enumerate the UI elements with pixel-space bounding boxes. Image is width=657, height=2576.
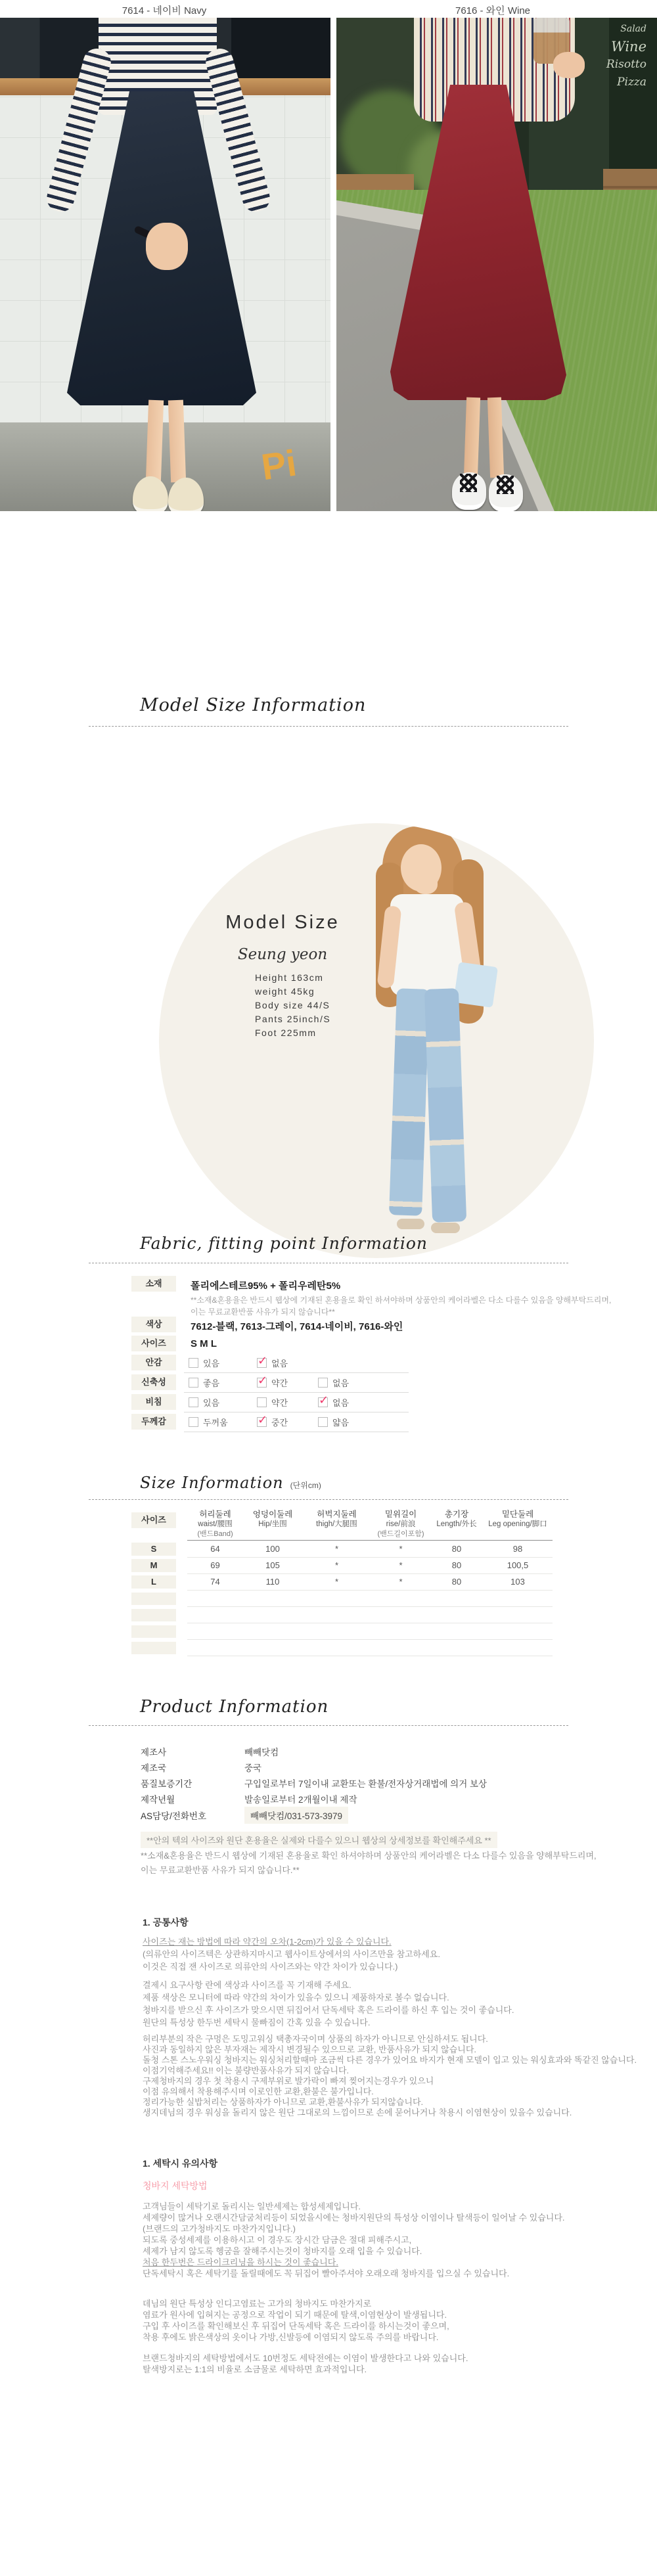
checkbox-icon bbox=[257, 1397, 267, 1407]
col-header-hip: 엉덩이둘레 Hip/坐围 bbox=[252, 1510, 293, 1528]
warranty-value: 구입일로부터 7일이내 교환또는 환불/전자상거래법에 의거 보상 bbox=[244, 1779, 487, 1789]
fabric-row-thickness bbox=[0, 1414, 460, 1434]
option: ✓ 약간 bbox=[258, 1374, 288, 1388]
wash-subtitle: 청바지 세탁방법 bbox=[143, 2181, 208, 2191]
checkbox-icon bbox=[257, 1413, 268, 1427]
row-divider bbox=[184, 1372, 409, 1373]
wash-paragraph-3: 브랜드청바지의 세탁방법에서도 10번정도 세탁전에는 이염이 발생한다고 나와 있습니다. 탈색방지로는 1:1의 비율로 소금물로 세탁하면 효과적입니다. bbox=[143, 2353, 468, 2374]
row-divider bbox=[187, 1590, 553, 1591]
checkbox-icon bbox=[318, 1378, 328, 1388]
as-contact-label: AS담당/전화번호 bbox=[141, 1811, 207, 1821]
checkbox-icon bbox=[318, 1417, 328, 1427]
right-product-photo bbox=[336, 18, 657, 511]
empty-size-row bbox=[131, 1642, 176, 1654]
check-icon: ✓ bbox=[258, 1354, 268, 1367]
fabric-row-sheerness bbox=[0, 1394, 460, 1414]
col-header-length: 총기장 Length/外长 bbox=[436, 1510, 477, 1528]
option: 없음 bbox=[318, 1376, 349, 1389]
model-size-heading: Model Size Information bbox=[140, 695, 367, 715]
model-sandal-left bbox=[397, 1219, 424, 1229]
checkbox-icon bbox=[189, 1358, 198, 1368]
empty-size-row bbox=[131, 1609, 176, 1621]
checkbox-icon bbox=[257, 1354, 268, 1368]
material-label: 소재 bbox=[131, 1276, 176, 1292]
material-note-1: **소재&혼용율은 반드시 웹상에 기재된 혼용율로 확인 하셔야하며 상품안의 케어라벨은 다소 다를수 있음을 양해부탁드리며, bbox=[191, 1296, 612, 1305]
wash-notes-title: 1. 세탁시 유의사항 bbox=[143, 2158, 218, 2169]
left-leg bbox=[146, 400, 164, 483]
warranty-label: 품질보증기간 bbox=[141, 1779, 193, 1789]
material-value: 폴리에스테르95% + 폴리우레탄5% bbox=[191, 1280, 341, 1292]
right-leg bbox=[487, 397, 504, 478]
common-paragraph-2: 결제시 요구사항 란에 색상과 사이즈를 꼭 기재해 주세요. 제품 색상은 모니터에 따라 약간의 차이가 있을수 있으니 제품하자로 볼수 없습니다. 청바지를 받으신 후 사이즈가 맞으시면 뒤집어서 단독세탁 혹은 드라이를 하신 후 입는 것이 좋습니다. 원단의 특성상 한두번 세탁시 물빠짐이 간혹 있을 수 있습니다. bbox=[143, 1980, 514, 2027]
sizes-label: 사이즈 bbox=[131, 1336, 176, 1351]
checkbox-icon bbox=[257, 1374, 268, 1388]
product-note-1: **안의 텍의 사이즈와 원단 혼용율은 실제와 다를수 있으니 웹상의 상세정보를 확인해주세요 ** bbox=[141, 1832, 497, 1848]
hands bbox=[146, 223, 188, 270]
stat-height: Height 163cm bbox=[255, 972, 324, 983]
row-divider bbox=[187, 1557, 553, 1558]
hand-holding-cup bbox=[553, 52, 585, 78]
option: 있음 bbox=[189, 1396, 219, 1409]
left-photo-title: 7614 - 네이비 Navy bbox=[122, 5, 207, 16]
option: 얇음 bbox=[318, 1416, 349, 1428]
model-clutch-bag bbox=[453, 962, 498, 1008]
common-notes-title: 1. 공통사항 bbox=[143, 1917, 189, 1928]
size-row-l-values: 74 110 * * 80 103 bbox=[210, 1577, 525, 1587]
model-name: Seung yeon bbox=[237, 946, 328, 963]
col-header-rise: 밑위길이 rise/前浪 (밴드길이포함) bbox=[377, 1510, 424, 1538]
row-label: 신축성 bbox=[131, 1374, 176, 1390]
option: 있음 bbox=[189, 1357, 219, 1369]
size-unit: (단위cm) bbox=[290, 1481, 321, 1490]
as-contact-value: 빼빼닷컴/031-573-3979 bbox=[244, 1807, 348, 1824]
row-divider bbox=[187, 1639, 553, 1640]
option: ✓ 없음 bbox=[258, 1354, 288, 1368]
model-stats bbox=[255, 971, 330, 1040]
fabric-row-elasticity bbox=[0, 1374, 460, 1394]
chalk-menu-text: Salad Wine Risotto Pizza bbox=[606, 24, 646, 89]
circle-title: Model Size bbox=[225, 912, 340, 933]
size-row-l: L bbox=[131, 1575, 176, 1589]
table-header-rule bbox=[187, 1540, 553, 1541]
checkbox-icon bbox=[189, 1417, 198, 1427]
divider-dashed bbox=[89, 1499, 568, 1500]
row-divider bbox=[187, 1573, 553, 1574]
product-note-2: **소재&혼용율은 반드시 웹상에 기재된 혼용율로 확인 하셔야하며 상품안의 케어라벨은 다소 다를수 있음을 양해부탁드리며, bbox=[141, 1851, 597, 1861]
stat-body-size: Body size 44/S bbox=[255, 1000, 330, 1010]
checkbox-icon bbox=[318, 1393, 329, 1407]
production-date-label: 제작년월 bbox=[141, 1795, 175, 1805]
stat-weight: weight 45kg bbox=[255, 986, 315, 997]
row-label: 안감 bbox=[131, 1355, 176, 1370]
right-photo-title: 7616 - 와인 Wine bbox=[455, 5, 531, 16]
check-icon: ✓ bbox=[258, 1413, 268, 1426]
row-label: 두께감 bbox=[131, 1414, 176, 1430]
row-divider bbox=[184, 1392, 409, 1393]
manufacturer-value: 빼빼닷컴 bbox=[244, 1748, 279, 1757]
row-divider bbox=[187, 1606, 553, 1607]
empty-size-row bbox=[131, 1625, 176, 1638]
country-value: 중국 bbox=[244, 1763, 262, 1773]
floor-paint-text: Pi bbox=[258, 441, 300, 488]
option: 두꺼움 bbox=[189, 1416, 228, 1428]
model-hand bbox=[414, 873, 438, 894]
checkbox-icon bbox=[189, 1378, 198, 1388]
model-size-circle bbox=[159, 823, 594, 1258]
size-heading: Size Information (단위cm) bbox=[140, 1474, 321, 1492]
product-note-3: 이는 무료교환반품 사유가 되지 않습니다.** bbox=[141, 1865, 300, 1875]
row-label: 비침 bbox=[131, 1394, 176, 1410]
option: 좋음 bbox=[189, 1376, 219, 1389]
common-paragraph-1: 사이즈는 재는 방법에 따라 약간의 오차(1-2cm)가 있을 수 있습니다. (의류안의 사이즈텍은 상관하지마시고 웹사이트상에서의 사이즈만을 참고하세요. 이것은 직접 잰 사이즈로 의류안의 사이즈와는 약간 차이가 있습니다.) bbox=[143, 1937, 440, 1972]
right-leg bbox=[168, 400, 186, 483]
black-laces-left bbox=[460, 474, 477, 492]
size-row-m: M bbox=[131, 1559, 176, 1572]
fabric-row-lining bbox=[0, 1355, 460, 1374]
divider-dashed bbox=[89, 726, 568, 727]
production-date-value: 발송일로부터 2개월이내 제작 bbox=[244, 1795, 357, 1805]
size-table-headers bbox=[187, 1510, 553, 1539]
checkbox-icon bbox=[189, 1397, 198, 1407]
stat-pants: Pants 25inch/S bbox=[255, 1014, 331, 1024]
size-row-s: S bbox=[131, 1543, 176, 1556]
model-sandal-right bbox=[431, 1223, 460, 1233]
left-leg bbox=[464, 397, 480, 478]
color-label: 색상 bbox=[131, 1317, 176, 1332]
model-jeans-left bbox=[389, 988, 430, 1216]
black-laces-right bbox=[497, 476, 514, 494]
size-table-row-header: 사이즈 bbox=[131, 1512, 176, 1528]
left-product-photo bbox=[0, 18, 330, 511]
stat-foot: Foot 225mm bbox=[255, 1028, 317, 1038]
common-paragraph-3: 허리부분의 작은 구멍은 도밍고워싱 택총자국이며 상품의 하자가 아니므로 안심하셔도 됩니다. 사진과 동일하지 않은 부자재는 제작시 변경될수 있으므로 교환, 반품사유가 되지 않습니다. 돌청 스톤 스노우워싱 청바지는 워싱처리할때마 조금씩 다른 경우가 있어요 바지가 현재 모델이 입고 있는 워싱효과와 똑같진 않습니다. 이점기억해주세요!! 이는 불량반품사유가 되지 않습니다. 구제청바지의 경우 첫 착용시 구제부위로 발가락이 빠져 찢어지는경우가 있으니 이점 유의해서 착용해주시며 이로인한 교환,환불은 불가입니다. 정리가능한 실밥처리는 상품하자가 아니므로 교환,환불사유가 되지않습니다. 생지데님의 경우 워싱을 돌리지 않은 원단 그대로의 느낌이므로 손에 묻어나거나 착용시 이염현상이 있을수 있습니다. bbox=[143, 2034, 637, 2117]
col-header-thigh: 허벅지둘레 thigh/大腿围 bbox=[316, 1510, 357, 1528]
color-value: 7612-블랙, 7613-그레이, 7614-네이비, 7616-와인 bbox=[191, 1321, 403, 1332]
model-white-top bbox=[390, 894, 464, 996]
check-icon: ✓ bbox=[319, 1393, 329, 1407]
material-note-2: 이는 무료교환반품 사유가 되지 않습니다** bbox=[191, 1307, 335, 1317]
option: 약간 bbox=[257, 1396, 288, 1409]
option: ✓ 중간 bbox=[258, 1413, 288, 1428]
divider-dashed bbox=[89, 1725, 568, 1726]
manufacturer-label: 제조사 bbox=[141, 1748, 167, 1757]
size-row-s-values: 64 100 * * 80 98 bbox=[210, 1544, 523, 1554]
option: ✓ 없음 bbox=[319, 1393, 350, 1408]
fabric-heading: Fabric, fitting point Information bbox=[140, 1234, 428, 1253]
col-header-leg-opening: 밑단둘레 Leg opening/脚口 bbox=[488, 1510, 547, 1528]
size-row-m-values: 69 105 * * 80 100,5 bbox=[210, 1560, 529, 1570]
wash-paragraph-1: 고객님들이 세탁기로 돌리시는 일반세제는 합성세제입니다. 세제량이 많거나 오랜시간담굼처리등이 되었을시에는 청바지원단의 특성상 이염이나 탈색등이 일어날 수 있습니다. (브랜드의 고가청바지도 마찬가지입니다.) 되도록 중성세제를 이용하시고 이 경우도 장시간 담금은 절대 피해주시고, 세제가 남지 않도록 헹굼을 잘해주시는것이 청바지를 오래 입을 수 있습니다. 처음 한두번은 드라이크리닝을 하시는 것이 좋습니다. 단독세탁시 혹은 세탁기를 돌릴때에도 꼭 뒤집어 빨아주셔야 오래오래 청바지를 입으실 수 있습니다. bbox=[143, 2202, 565, 2278]
sizes-value: S M L bbox=[191, 1338, 217, 1349]
product-heading: Product Information bbox=[140, 1697, 329, 1717]
country-label: 제조국 bbox=[141, 1763, 167, 1773]
check-icon: ✓ bbox=[258, 1374, 268, 1387]
col-header-waist: 허리둘레 waist/腰围 (밴드Band) bbox=[197, 1510, 233, 1538]
empty-size-row bbox=[131, 1593, 176, 1605]
wash-paragraph-2: 데님의 원단 특성상 인디고염료는 고가의 청바지도 마찬가지로 염료가 원사에 입혀지는 공정으로 작업이 되기 때문에 탈색,이염현상이 발생됩니다. 구입 후 사이즈를 확인해보신 후 뒤집어 단독세탁 혹은 드라이를 하시는것이 좋으며, 착용 후에도 밝은색상의 옷이나 가방,신발등에 이염되지 않도록 주의를 바랍니다. bbox=[143, 2299, 449, 2342]
model-jeans-right bbox=[424, 988, 466, 1223]
